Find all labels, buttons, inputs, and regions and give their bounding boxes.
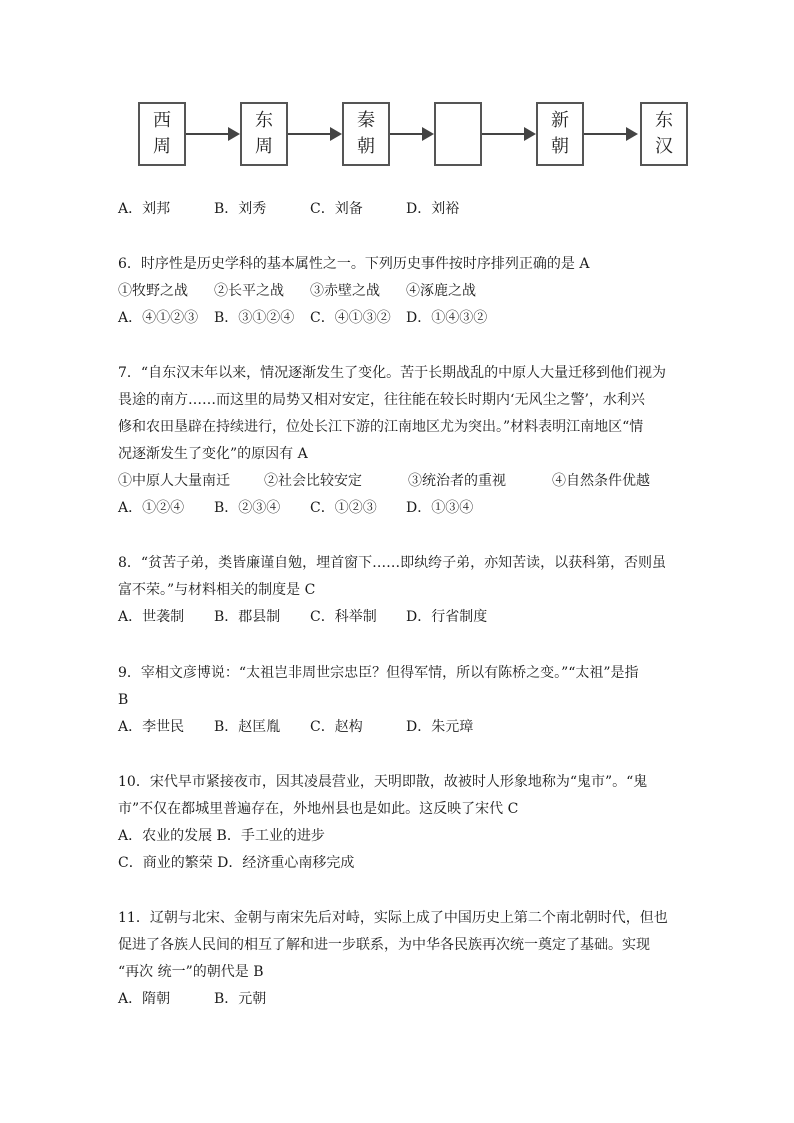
q8-option-c: C．科举制 [310,609,377,625]
q11-option-b: B．元朝 [214,991,267,1007]
q7-stem-line-4: 况逐渐发生了变化”的原因有 A [118,446,308,462]
q10-stem-line-1: 10．宋代早市紧接夜市，因其凌晨营业，天明即散，故被时人形象地称为“鬼市”。“鬼 [118,774,648,790]
q8-options [118,608,487,626]
q5-options [118,200,459,218]
q9-option-a: A．李世民 [118,719,185,735]
q6-option-b: B．③①②④ [214,310,295,326]
q7-option-b: B．②③④ [214,500,281,516]
q10-options-line-1: A．农业的发展 B．手工业的进步 [118,828,325,844]
q6-items [118,282,476,300]
q8-option-a: A．世袭制 [118,609,185,625]
dynasty-box-qin: 秦 朝 [342,102,390,166]
q7-option-a: A．①②④ [118,500,185,516]
q7-stem-line-2: 畏途的南方……而这里的局势又相对安定，往往能在较长时期内‘无风尘之警’，水利兴 [118,392,645,408]
q7-option-d: D．①③④ [406,500,474,516]
q11-stem-line-1: 11．辽朝与北宋、金朝与南宋先后对峙，实际上成了中国历史上第二个南北朝时代，但也 [118,910,668,926]
q7-item-3: ③统治者的重视 [408,473,506,489]
q7-option-c: C．①②③ [310,500,377,516]
q8-stem-line-1: 8．“贫苦子弟，类皆廉谨自勉，埋首窗下……即纨绔子弟，亦知苦读，以获科第，否则虽 [118,555,667,571]
arrow-right-icon [288,133,340,135]
q5-option-a: A．刘邦 [118,201,171,217]
q8-stem-line-2: 富不荣。”与材料相关的制度是 C [118,582,316,598]
q6-stem: 6．时序性是历史学科的基本属性之一。下列历史事件按时序排列正确的是 A [118,256,590,272]
dynasty-box-donghan: 东 汉 [640,102,688,166]
q7-item-1: ①中原人大量南迁 [118,473,230,489]
q8-option-b: B．郡县制 [214,609,281,625]
q9-stem-line-1: 9．宰相文彦博说：“太祖岂非周世宗忠臣？但得军情，所以有陈桥之变。”“太祖”是指 [118,665,639,681]
q6-options [118,309,487,327]
q11-stem-line-2: 促进了各族人民间的相互了解和进一步联系，为中华各民族再次统一奠定了基础。实现 [118,937,650,953]
arrow-right-icon [482,133,534,135]
q7-options [118,499,473,517]
q6-item-4: ④涿鹿之战 [406,283,476,299]
q6-option-d: D．①④③② [406,310,488,326]
q7-stem-line-3: 修和农田垦辟在持续进行，位处长江下游的江南地区尤为突出。”材料表明江南地区“情 [118,419,644,435]
q8-option-d: D．行省制度 [406,609,488,625]
q9-option-d: D．朱元璋 [406,719,474,735]
q5-option-d: D．刘裕 [406,201,460,217]
dynasty-sequence-diagram [134,102,694,172]
q6-item-1: ①牧野之战 [118,283,188,299]
q5-option-b: B．刘秀 [214,201,267,217]
q6-item-3: ③赤壁之战 [310,283,380,299]
dynasty-box-blank [434,102,482,166]
q11-stem-line-3: “再次 统一”的朝代是 B [118,964,264,980]
arrow-right-icon [390,133,432,135]
q9-stem-line-2: B [118,692,129,708]
q10-options-line-2: C．商业的繁荣 D．经济重心南移完成 [118,855,355,871]
q7-item-2: ②社会比较安定 [264,473,362,489]
q6-option-a: A．④①②③ [118,310,199,326]
dynasty-box-xizhou: 西 周 [138,102,186,166]
q9-option-c: C．赵构 [310,719,363,735]
q9-options [118,718,473,736]
q9-option-b: B．赵匡胤 [214,719,281,735]
q7-stem-line-1: 7．“自东汉末年以来，情况逐渐发生了变化。苦于长期战乱的中原人大量迁移到他们视为 [118,365,667,381]
q7-item-4: ④自然条件优越 [552,473,650,489]
q11-options [118,990,266,1008]
q10-stem-line-2: 市”不仅在都城里普遍存在，外地州县也是如此。这反映了宋代 C [118,801,519,817]
arrow-right-icon [186,133,238,135]
q6-item-2: ②长平之战 [214,283,284,299]
dynasty-box-dongzhou: 东 周 [240,102,288,166]
dynasty-box-xin: 新 朝 [536,102,584,166]
q7-items [118,472,650,490]
arrow-right-icon [584,133,636,135]
q5-option-c: C．刘备 [310,201,363,217]
q6-option-c: C．④①③② [310,310,391,326]
q11-option-a: A．隋朝 [118,991,171,1007]
